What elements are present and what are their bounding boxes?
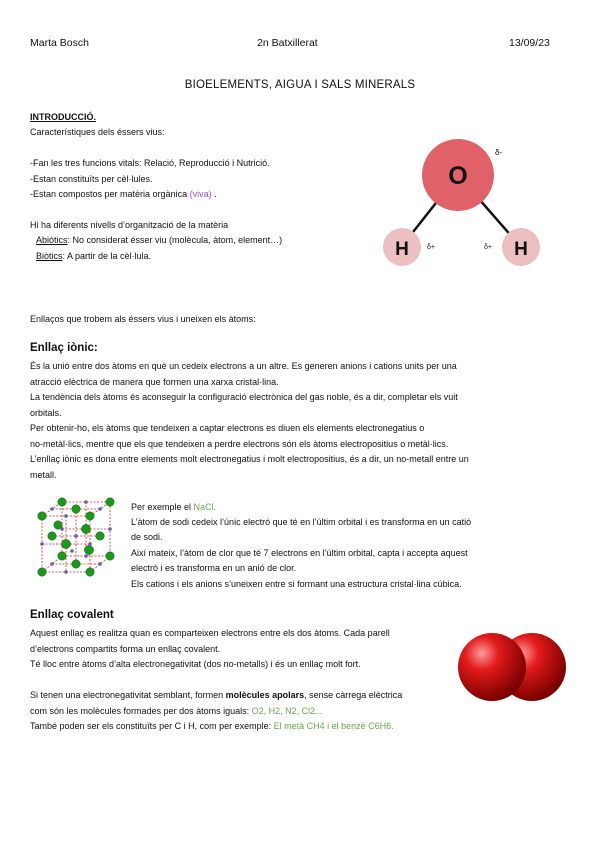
water-molecule-diagram — [380, 130, 550, 270]
equal-prefix: com són les molècules formades per dos àtoms iguals: — [30, 706, 252, 716]
intro-bullet-end: . — [211, 189, 217, 199]
biotics-label: Biòtics — [36, 251, 63, 261]
covalent-line: Aquest enllaç es realitza quan es comparteixen electrons entre els dos àtoms. Cada parell — [30, 628, 390, 638]
covalent-line: d’electrons compartits forma un enllaç covalent. — [30, 644, 221, 654]
date: 13/09/23 — [509, 37, 550, 49]
example-line: L’àtom de sodi cedeix l’únic electró que té en l’últim orbital i es transforma en un catió — [131, 517, 472, 527]
example-line: de sodi. — [131, 532, 163, 542]
intro-subheading: Característiques dels éssers vius: — [30, 127, 165, 137]
intro-bullet — [30, 188, 217, 200]
ch-prefix: També poden ser els constituïts per C i H, com per exemple: — [30, 721, 274, 731]
abiotics-label: Abiòtics — [36, 235, 68, 245]
biotics-text: : A partir de la cèl·lula. — [62, 251, 152, 261]
delta-plus-left: δ+ — [427, 244, 435, 251]
hydrogen-label-left: H — [395, 239, 409, 260]
ionic-line: orbitals. — [30, 408, 62, 418]
hydrogen-label-right: H — [514, 239, 528, 260]
abiotics-text: : No considerat ésser viu (molècula, àtom, element…) — [67, 235, 283, 245]
ionic-line: metall. — [30, 470, 57, 480]
nacl-highlight: NaCl. — [193, 502, 217, 512]
equal-examples: O2, H2, N2, Cl2... — [251, 706, 323, 716]
ionic-line: no-metàl·lics, mentre que els que tendeixen a perdre electrons són els àtoms electropositius o metàl·lics. — [30, 439, 449, 449]
intro-bullet: -Estan constituïts per cèl·lules. — [30, 174, 153, 184]
apolar-line — [30, 689, 402, 701]
example-line — [131, 501, 216, 513]
course: 2n Batxillerat — [257, 37, 318, 49]
intro-heading: INTRODUCCIÓ. — [30, 112, 96, 122]
oxygen-molecule-model — [450, 626, 572, 708]
equal-atoms-line — [30, 705, 323, 717]
intro-bullet: -Fan les tres funcions vitals: Relació, Reproducció i Nutrició. — [30, 158, 270, 168]
ionic-line: atracció elèctrica de manera que formen una xarxa cristal·lina. — [30, 377, 279, 387]
apolar-suffix: , sense càrrega elèctrica — [304, 690, 403, 700]
example-line: electró i es transforma en un anió de clor. — [131, 563, 297, 573]
ionic-line: Per obtenir-ho, els àtoms que tendeixen a captar electrons es diuen els elements electronegatius o — [30, 423, 425, 433]
biotics-line — [36, 250, 151, 262]
author: Marta Bosch — [30, 37, 89, 49]
ch-line — [30, 720, 394, 732]
apolar-prefix: Si tenen una electronegativitat semblant, formen — [30, 690, 226, 700]
delta-plus-right: δ+ — [484, 244, 492, 251]
levels-intro: Hi ha diferents nivells d’organització de la matèria — [30, 220, 229, 230]
abiotics-line — [36, 234, 282, 246]
page-title: BIOELEMENTS, AIGUA I SALS MINERALS — [184, 79, 416, 91]
oxygen-atom-left — [458, 633, 526, 701]
covalent-heading: Enllaç covalent — [30, 609, 114, 621]
ch-examples: El metà CH4 i el benzè C6H6. — [273, 721, 394, 731]
example-line: Així mateix, l’àtom de clor que té 7 electrons en l’últim orbital, capta i accepta aquest — [131, 548, 468, 558]
example-prefix: Per exemple el — [131, 502, 194, 512]
apolar-bold: molècules apolars — [225, 690, 305, 700]
ionic-line: La tendència dels àtoms és aconseguir la configuració electrònica del gas noble, és a dir, completar els vuit — [30, 392, 458, 402]
bonds-intro: Enllaços que trobem als éssers vius i uneixen els àtoms: — [30, 314, 256, 324]
oxygen-label: O — [448, 162, 468, 190]
delta-minus: δ- — [495, 148, 503, 157]
ionic-line: És la unió entre dos àtoms en què un cedeix electrons a un altre. Es generen anions i cations units per una — [30, 361, 457, 371]
nacl-crystal-lattice — [32, 494, 124, 586]
viva-highlight: (viva) — [189, 189, 212, 199]
example-line: Els cations i els anions s’uneixen entre si formant una estructura cristal·lina cúbica. — [131, 579, 462, 589]
ionic-heading: Enllaç iònic: — [30, 342, 98, 354]
covalent-line: Té lloc entre àtoms d’alta electronegativitat (dos no-metalls) i és un enllaç molt fort. — [30, 659, 361, 669]
intro-bullet-text: -Estan compostos per matèria orgànica — [30, 189, 190, 199]
ionic-line: L’enllaç iònic es dona entre elements molt electronegatius i molt electropositius, és a dir, un no-metall entre un — [30, 454, 469, 464]
